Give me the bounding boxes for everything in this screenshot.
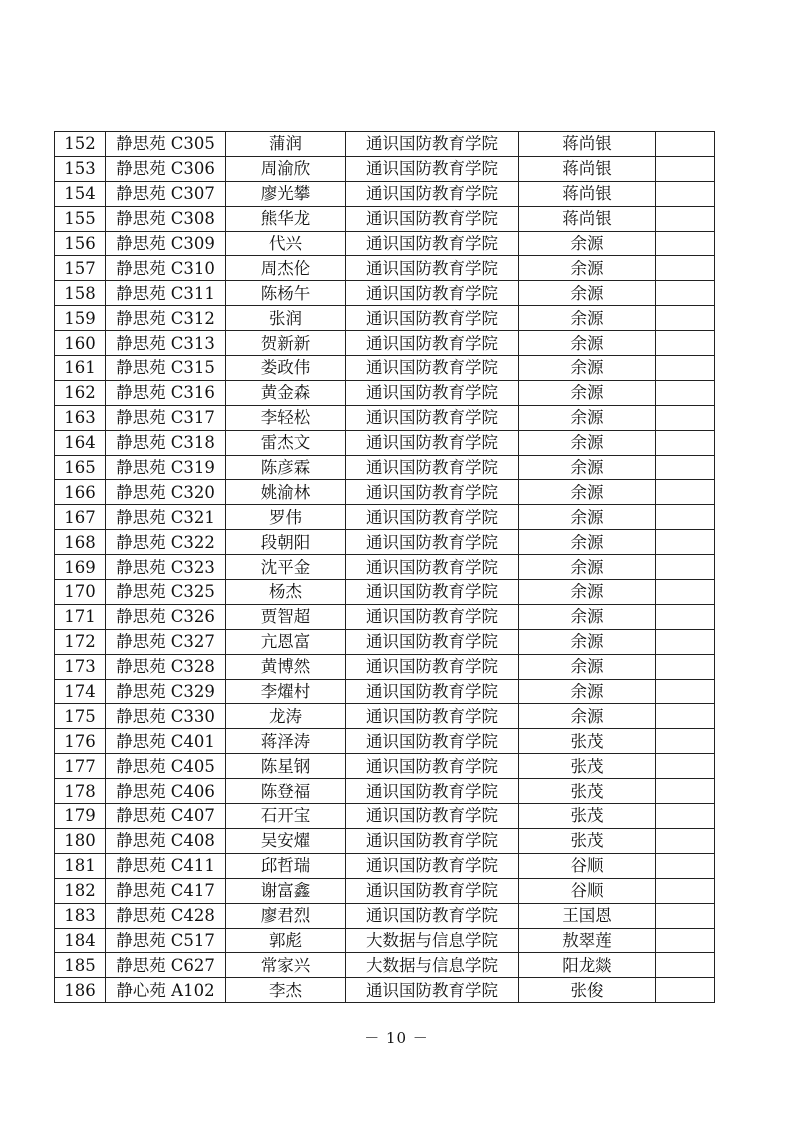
remark-cell [656,953,715,978]
college-cell: 通识国防教育学院 [346,380,519,405]
remark-cell [656,978,715,1003]
student-name-cell: 贺新新 [226,331,346,356]
dorm-room-cell: 静思苑 C406 [106,779,226,804]
college-cell: 大数据与信息学院 [346,928,519,953]
student-name-cell: 熊华龙 [226,206,346,231]
dorm-room-cell: 静思苑 C321 [106,505,226,530]
college-cell: 通识国防教育学院 [346,853,519,878]
dorm-room-cell: 静思苑 C326 [106,604,226,629]
student-name-cell: 李燿村 [226,679,346,704]
advisor-cell: 余源 [519,256,656,281]
remark-cell [656,754,715,779]
college-cell: 通识国防教育学院 [346,331,519,356]
row-number-cell: 178 [55,779,106,804]
advisor-cell: 蒋尚银 [519,156,656,181]
college-cell: 通识国防教育学院 [346,704,519,729]
advisor-cell: 余源 [519,281,656,306]
table-row [55,455,715,480]
table-row [55,828,715,853]
row-number-cell: 152 [55,132,106,157]
table-row [55,804,715,829]
advisor-cell: 余源 [519,480,656,505]
college-cell: 通识国防教育学院 [346,878,519,903]
advisor-cell: 余源 [519,604,656,629]
roster-table-body [55,132,715,1003]
dorm-room-cell: 静思苑 C310 [106,256,226,281]
remark-cell [656,903,715,928]
student-name-cell: 陈星钢 [226,754,346,779]
student-name-cell: 张润 [226,306,346,331]
remark-cell [656,878,715,903]
college-cell: 通识国防教育学院 [346,978,519,1003]
row-number-cell: 183 [55,903,106,928]
dorm-room-cell: 静思苑 C401 [106,729,226,754]
advisor-cell: 余源 [519,555,656,580]
table-row [55,206,715,231]
student-name-cell: 常家兴 [226,953,346,978]
table-row [55,953,715,978]
row-number-cell: 158 [55,281,106,306]
advisor-cell: 余源 [519,430,656,455]
advisor-cell: 张茂 [519,754,656,779]
remark-cell [656,505,715,530]
remark-cell [656,455,715,480]
table-row [55,853,715,878]
row-number-cell: 166 [55,480,106,505]
row-number-cell: 186 [55,978,106,1003]
student-name-cell: 杨杰 [226,580,346,605]
college-cell: 通识国防教育学院 [346,356,519,381]
table-row [55,306,715,331]
advisor-cell: 余源 [519,306,656,331]
table-row [55,729,715,754]
student-name-cell: 亢恩富 [226,629,346,654]
college-cell: 通识国防教育学院 [346,281,519,306]
remark-cell [656,729,715,754]
table-row [55,555,715,580]
table-row [55,604,715,629]
table-row [55,480,715,505]
student-name-cell: 蒋泽涛 [226,729,346,754]
row-number-cell: 162 [55,380,106,405]
advisor-cell: 张茂 [519,779,656,804]
dorm-room-cell: 静思苑 C328 [106,654,226,679]
roster-table [54,131,715,1003]
dorm-room-cell: 静思苑 C323 [106,555,226,580]
advisor-cell: 余源 [519,356,656,381]
dorm-room-cell: 静思苑 C308 [106,206,226,231]
row-number-cell: 163 [55,405,106,430]
table-row [55,281,715,306]
remark-cell [656,604,715,629]
row-number-cell: 154 [55,181,106,206]
table-row [55,928,715,953]
row-number-cell: 160 [55,331,106,356]
student-name-cell: 邱哲瑞 [226,853,346,878]
table-row [55,181,715,206]
college-cell: 通识国防教育学院 [346,231,519,256]
remark-cell [656,331,715,356]
dorm-room-cell: 静思苑 C330 [106,704,226,729]
student-name-cell: 贾智超 [226,604,346,629]
remark-cell [656,654,715,679]
remark-cell [656,405,715,430]
row-number-cell: 159 [55,306,106,331]
college-cell: 通识国防教育学院 [346,604,519,629]
table-row [55,505,715,530]
student-name-cell: 陈登福 [226,779,346,804]
student-name-cell: 廖君烈 [226,903,346,928]
row-number-cell: 182 [55,878,106,903]
advisor-cell: 余源 [519,505,656,530]
dorm-room-cell: 静思苑 C312 [106,306,226,331]
student-name-cell: 李杰 [226,978,346,1003]
advisor-cell: 蒋尚银 [519,206,656,231]
table-row [55,903,715,928]
row-number-cell: 161 [55,356,106,381]
dorm-room-cell: 静思苑 C327 [106,629,226,654]
dorm-room-cell: 静思苑 C311 [106,281,226,306]
dorm-room-cell: 静思苑 C325 [106,580,226,605]
row-number-cell: 165 [55,455,106,480]
advisor-cell: 阳龙燚 [519,953,656,978]
advisor-cell: 余源 [519,629,656,654]
dorm-room-cell: 静思苑 C627 [106,953,226,978]
dorm-room-cell: 静思苑 C318 [106,430,226,455]
row-number-cell: 171 [55,604,106,629]
row-number-cell: 167 [55,505,106,530]
remark-cell [656,306,715,331]
row-number-cell: 157 [55,256,106,281]
remark-cell [656,679,715,704]
student-name-cell: 谢富鑫 [226,878,346,903]
table-row [55,132,715,157]
advisor-cell: 余源 [519,654,656,679]
college-cell: 通识国防教育学院 [346,505,519,530]
advisor-cell: 王国恩 [519,903,656,928]
dorm-room-cell: 静思苑 C313 [106,331,226,356]
dorm-room-cell: 静思苑 C316 [106,380,226,405]
advisor-cell: 余源 [519,679,656,704]
college-cell: 大数据与信息学院 [346,953,519,978]
advisor-cell: 余源 [519,580,656,605]
row-number-cell: 185 [55,953,106,978]
advisor-cell: 余源 [519,405,656,430]
row-number-cell: 169 [55,555,106,580]
dorm-room-cell: 静思苑 C428 [106,903,226,928]
remark-cell [656,779,715,804]
advisor-cell: 张俊 [519,978,656,1003]
remark-cell [656,206,715,231]
remark-cell [656,928,715,953]
student-name-cell: 娄政伟 [226,356,346,381]
college-cell: 通识国防教育学院 [346,580,519,605]
student-name-cell: 罗伟 [226,505,346,530]
college-cell: 通识国防教育学院 [346,480,519,505]
remark-cell [656,256,715,281]
dorm-room-cell: 静思苑 C309 [106,231,226,256]
dorm-room-cell: 静思苑 C305 [106,132,226,157]
advisor-cell: 余源 [519,231,656,256]
remark-cell [656,555,715,580]
student-name-cell: 蒲润 [226,132,346,157]
college-cell: 通识国防教育学院 [346,779,519,804]
student-name-cell: 段朝阳 [226,530,346,555]
table-row [55,156,715,181]
dorm-room-cell: 静思苑 C329 [106,679,226,704]
remark-cell [656,704,715,729]
student-name-cell: 吴安燿 [226,828,346,853]
student-name-cell: 陈彦霖 [226,455,346,480]
advisor-cell: 余源 [519,455,656,480]
dorm-room-cell: 静心苑 A102 [106,978,226,1003]
student-name-cell: 廖光攀 [226,181,346,206]
advisor-cell: 余源 [519,704,656,729]
college-cell: 通识国防教育学院 [346,555,519,580]
table-row [55,654,715,679]
dorm-room-cell: 静思苑 C407 [106,804,226,829]
dorm-room-cell: 静思苑 C307 [106,181,226,206]
table-row [55,629,715,654]
student-name-cell: 周杰伦 [226,256,346,281]
remark-cell [656,804,715,829]
row-number-cell: 164 [55,430,106,455]
table-row [55,754,715,779]
college-cell: 通识国防教育学院 [346,405,519,430]
table-row [55,356,715,381]
table-row [55,331,715,356]
row-number-cell: 174 [55,679,106,704]
college-cell: 通识国防教育学院 [346,754,519,779]
remark-cell [656,380,715,405]
college-cell: 通识国防教育学院 [346,654,519,679]
advisor-cell: 谷顺 [519,878,656,903]
student-name-cell: 龙涛 [226,704,346,729]
advisor-cell: 张茂 [519,729,656,754]
remark-cell [656,231,715,256]
college-cell: 通识国防教育学院 [346,181,519,206]
advisor-cell: 蒋尚银 [519,132,656,157]
remark-cell [656,629,715,654]
college-cell: 通识国防教育学院 [346,679,519,704]
row-number-cell: 168 [55,530,106,555]
table-row [55,878,715,903]
advisor-cell: 余源 [519,380,656,405]
row-number-cell: 176 [55,729,106,754]
college-cell: 通识国防教育学院 [346,828,519,853]
row-number-cell: 155 [55,206,106,231]
college-cell: 通识国防教育学院 [346,206,519,231]
dorm-room-cell: 静思苑 C317 [106,405,226,430]
college-cell: 通识国防教育学院 [346,729,519,754]
dorm-room-cell: 静思苑 C417 [106,878,226,903]
dorm-room-cell: 静思苑 C405 [106,754,226,779]
row-number-cell: 181 [55,853,106,878]
table-row [55,580,715,605]
table-row [55,380,715,405]
table-row [55,679,715,704]
dorm-room-cell: 静思苑 C322 [106,530,226,555]
college-cell: 通识国防教育学院 [346,306,519,331]
college-cell: 通识国防教育学院 [346,455,519,480]
table-row [55,704,715,729]
advisor-cell: 谷顺 [519,853,656,878]
dorm-room-cell: 静思苑 C315 [106,356,226,381]
remark-cell [656,580,715,605]
college-cell: 通识国防教育学院 [346,256,519,281]
table-row [55,978,715,1003]
advisor-cell: 蒋尚银 [519,181,656,206]
page-number: － 10 － [364,1029,429,1047]
table-row [55,530,715,555]
dorm-room-cell: 静思苑 C306 [106,156,226,181]
row-number-cell: 177 [55,754,106,779]
student-name-cell: 雷杰文 [226,430,346,455]
row-number-cell: 175 [55,704,106,729]
remark-cell [656,530,715,555]
advisor-cell: 余源 [519,331,656,356]
row-number-cell: 180 [55,828,106,853]
college-cell: 通识国防教育学院 [346,156,519,181]
dorm-room-cell: 静思苑 C320 [106,480,226,505]
student-name-cell: 姚渝林 [226,480,346,505]
dorm-room-cell: 静思苑 C517 [106,928,226,953]
student-name-cell: 黄金森 [226,380,346,405]
row-number-cell: 184 [55,928,106,953]
row-number-cell: 179 [55,804,106,829]
remark-cell [656,430,715,455]
student-name-cell: 郭彪 [226,928,346,953]
table-row [55,405,715,430]
remark-cell [656,181,715,206]
student-name-cell: 黄博然 [226,654,346,679]
table-row [55,779,715,804]
student-name-cell: 沈平金 [226,555,346,580]
college-cell: 通识国防教育学院 [346,629,519,654]
table-row [55,430,715,455]
college-cell: 通识国防教育学院 [346,530,519,555]
remark-cell [656,828,715,853]
college-cell: 通识国防教育学院 [346,804,519,829]
row-number-cell: 156 [55,231,106,256]
advisor-cell: 张茂 [519,804,656,829]
remark-cell [656,480,715,505]
remark-cell [656,132,715,157]
table-row [55,231,715,256]
student-name-cell: 石开宝 [226,804,346,829]
student-name-cell: 陈杨午 [226,281,346,306]
dorm-room-cell: 静思苑 C411 [106,853,226,878]
row-number-cell: 173 [55,654,106,679]
remark-cell [656,356,715,381]
table-row [55,256,715,281]
row-number-cell: 153 [55,156,106,181]
college-cell: 通识国防教育学院 [346,903,519,928]
advisor-cell: 余源 [519,530,656,555]
advisor-cell: 敖翠莲 [519,928,656,953]
dorm-room-cell: 静思苑 C408 [106,828,226,853]
college-cell: 通识国防教育学院 [346,132,519,157]
remark-cell [656,156,715,181]
student-name-cell: 代兴 [226,231,346,256]
dorm-room-cell: 静思苑 C319 [106,455,226,480]
row-number-cell: 172 [55,629,106,654]
remark-cell [656,281,715,306]
student-name-cell: 李轻松 [226,405,346,430]
student-name-cell: 周渝欣 [226,156,346,181]
remark-cell [656,853,715,878]
college-cell: 通识国防教育学院 [346,430,519,455]
advisor-cell: 张茂 [519,828,656,853]
row-number-cell: 170 [55,580,106,605]
